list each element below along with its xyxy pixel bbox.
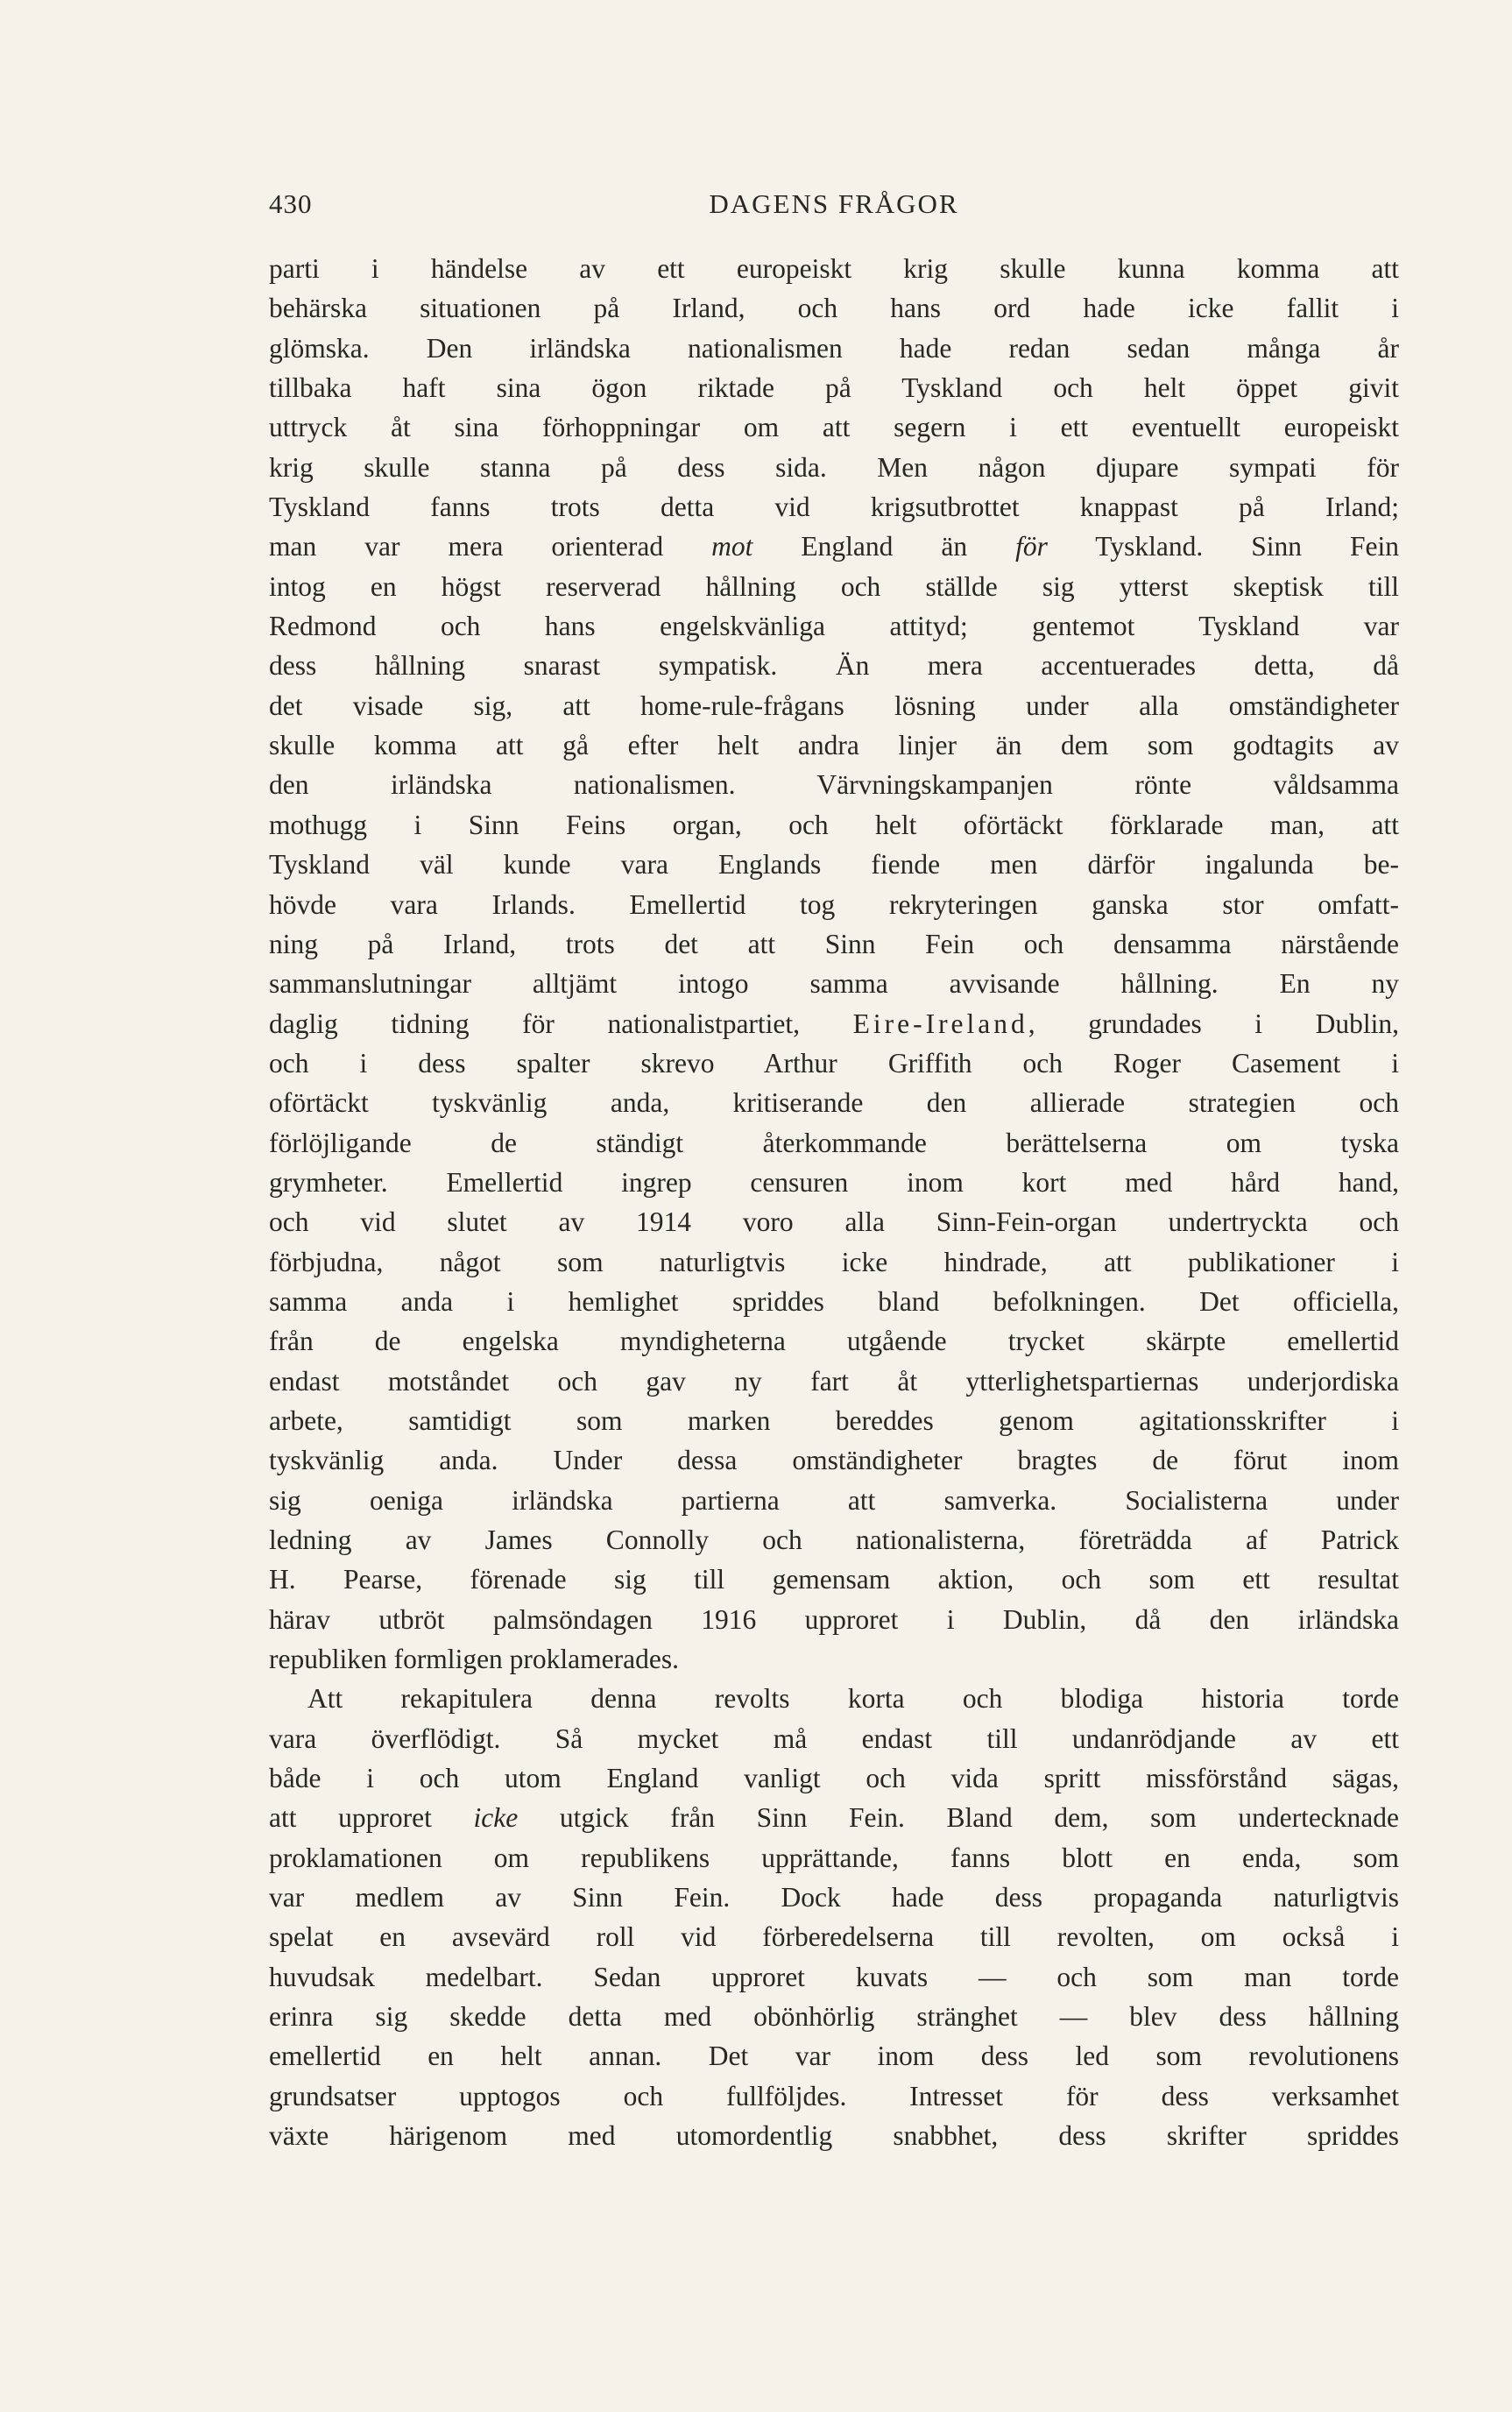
text-segment: spelat en avsevärd roll vid förberedelserna till revolten, om också i [269,1921,1399,1953]
text-segment: republiken formligen proklamerades. [269,1644,679,1675]
text-segment: ledning av James Connolly och nationalisterna, företrädda af Patrick [269,1524,1399,1555]
text-segment: den irländska nationalismen. Värvningskampanjen rönte våldsamma [269,769,1399,801]
text-line [269,567,1399,606]
text-segment: Att rekapitulera denna revolts korta och blodiga historia torde [307,1683,1399,1715]
text-segment: proklamationen om republikens upprättande, fanns blott en enda, som [269,1842,1399,1873]
text-line [269,1758,1399,1798]
text-segment: krig skulle stanna på dess sida. Men någon djupare sympati för [269,451,1399,483]
text-line [269,368,1399,407]
text-segment: grymheter. Emellertid ingrep censuren inom kort med hård hand, [269,1166,1399,1198]
text-segment: utgick från Sinn Fein. Bland dem, som undertecknade [518,1802,1399,1834]
text-segment: vara överflödigt. Så mycket må endast till undanrödjande av ett [269,1722,1399,1754]
text-segment: skulle komma att gå efter helt andra linjer än dem som godtagits av [269,730,1399,761]
text-segment: parti i händelse av ett europeiskt krig skulle kunna komma att [269,253,1399,284]
text-segment: emellertid en helt annan. Det var inom dess led som revolutionens [269,2041,1399,2072]
body-text [269,249,1399,2156]
text-segment: behärska situationen på Irland, och hans ord hade icke fallit i [269,293,1399,324]
text-segment: daglig tidning för nationalistpartiet, [269,1008,853,1039]
text-segment: tyskvänlig anda. Under dessa omständigheter bragtes de förut inom [269,1445,1399,1476]
text-segment: förlöjligande de ständigt återkommande berättelserna om tyska [269,1127,1399,1158]
text-line [269,1878,1399,1917]
text-line [269,1123,1399,1163]
text-segment: både i och utom England vanligt och vida spritt missförstånd sägas, [269,1763,1399,1794]
text-segment: dess hållning snarast sympatisk. Än mera accentuerades detta, då [269,650,1399,682]
text-line [269,1838,1399,1878]
text-segment: och vid slutet av 1914 voro alla Sinn-Fein-organ undertryckta och [269,1206,1399,1238]
italic-text: icke [473,1802,519,1834]
italic-text: mot [711,531,753,562]
text-segment: tillbaka haft sina ögon riktade på Tyskland och helt öppet givit [269,372,1399,404]
text-line [269,1440,1399,1480]
text-line [269,1004,1399,1043]
text-segment: från de engelska myndigheterna utgående trycket skärpte emellertid [269,1326,1399,1357]
spaced-text: Eire-Ireland [852,1008,1028,1039]
text-segment: härav utbröt palmsöndagen 1916 upproret i Dublin, då den irländska [269,1603,1399,1635]
text-line [269,1600,1399,1639]
page-number: 430 [269,188,313,219]
text-line [269,448,1399,487]
text-line [269,2036,1399,2076]
text-line [269,845,1399,884]
text-line [269,646,1399,685]
text-segment: grundsatser upptogos och fullföljdes. Intresset för dess verksamhet [269,2080,1399,2111]
text-segment: oförtäckt tyskvänlig anda, kritiserande den allierade strategien och [269,1087,1399,1119]
text-line [269,1957,1399,1997]
text-segment: arbete, samtidigt som marken bereddes genom agitationsskrifter i [269,1404,1399,1436]
text-segment: växte härigenom med utomordentlig snabbhet, dess skrifter spriddes [269,2120,1399,2152]
text-segment: hövde vara Irlands. Emellertid tog rekryteringen ganska stor omfatt- [269,888,1399,920]
running-title: DAGENS FRÅGOR [709,188,959,219]
italic-text: för [1015,531,1048,562]
text-segment: det visade sig, att home-rule-frågans lösning under alla omständigheter [269,690,1399,721]
text-line [269,1719,1399,1758]
text-line [269,1481,1399,1520]
text-line [269,964,1399,1003]
text-line [269,1401,1399,1440]
text-line [269,1321,1399,1361]
text-line [269,725,1399,765]
text-line [269,1083,1399,1122]
text-line [269,885,1399,924]
page-header [269,188,1399,223]
text-segment: intog en högst reserverad hållning och ställde sig ytterst skeptisk till [269,570,1399,602]
text-line [269,1997,1399,2036]
text-segment: erinra sig skedde detta med obönhörlig stränghet — blev dess hållning [269,2001,1399,2033]
text-segment: mothugg i Sinn Feins organ, och helt oförtäckt förklarade man, att [269,809,1399,840]
text-segment: förbjudna, något som naturligtvis icke hindrade, att publikationer i [269,1246,1399,1277]
text-line [269,527,1399,566]
text-segment: huvudsak medelbart. Sedan upproret kuvats — och som man torde [269,1961,1399,1992]
text-segment: ning på Irland, trots det att Sinn Fein och densamma närstående [269,928,1399,959]
text-segment: Tyskland. Sinn Fein [1047,531,1399,562]
text-line [269,606,1399,646]
text-line [269,1560,1399,1599]
text-segment: H. Pearse, förenade sig till gemensam aktion, och som ett resultat [269,1564,1399,1595]
text-segment: uttryck åt sina förhoppningar om att segern i ett eventuellt europeiskt [269,412,1399,443]
text-line [269,1639,1399,1679]
text-segment: var medlem av Sinn Fein. Dock hade dess propaganda naturligtvis [269,1882,1399,1913]
text-line [269,487,1399,527]
text-segment: , grundades i Dublin, [1028,1008,1399,1039]
text-line [269,1362,1399,1401]
text-segment: man var mera orienterad [269,531,712,562]
text-line [269,1163,1399,1202]
text-line [269,1282,1399,1321]
text-line [269,1679,1399,1718]
text-line [269,924,1399,964]
text-line [269,1202,1399,1241]
text-line [269,1917,1399,1956]
text-line [269,407,1399,447]
text-segment: Redmond och hans engelskvänliga attityd; gentemot Tyskland var [269,611,1399,642]
text-segment: sig oeniga irländska partierna att samverka. Socialisterna under [269,1484,1399,1516]
text-segment: och i dess spalter skrevo Arthur Griffith och Roger Casement i [269,1047,1399,1079]
text-line [269,329,1399,368]
text-segment: glömska. Den irländska nationalismen hade redan sedan många år [269,332,1399,364]
text-line [269,249,1399,288]
text-segment: samma anda i hemlighet spriddes bland befolkningen. Det officiella, [269,1285,1399,1317]
text-segment: Tyskland fanns trots detta vid krigsutbrottet knappast på Irland; [269,492,1399,523]
text-line [269,1520,1399,1560]
text-segment: att upproret [269,1802,474,1834]
text-line [269,686,1399,725]
text-line [269,288,1399,328]
text-line [269,2076,1399,2116]
text-line [269,765,1399,804]
text-segment: sammanslutningar alltjämt intogo samma avvisande hållning. En ny [269,968,1399,1000]
text-line [269,805,1399,845]
text-line [269,1798,1399,1837]
text-segment: Tyskland väl kunde vara Englands fiende men därför ingalunda be- [269,849,1399,881]
text-segment: endast motståndet och gav ny fart åt ytterlighetspartiernas underjordiska [269,1365,1399,1397]
text-segment: England än [752,531,1016,562]
text-line [269,1242,1399,1282]
text-line [269,2116,1399,2155]
text-line [269,1043,1399,1083]
